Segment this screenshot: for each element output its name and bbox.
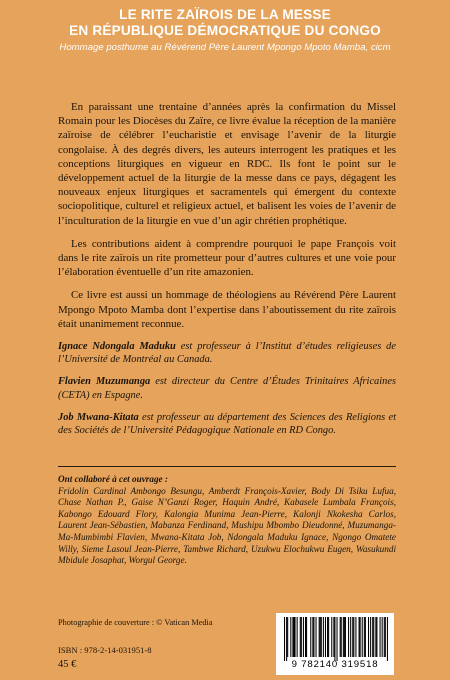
barcode-bar — [327, 617, 328, 657]
author-desc-2: est directeur du Centre d’Études Trinitaires Africaines (CETA) en Espagne. — [58, 376, 396, 401]
barcode-bar — [341, 617, 342, 657]
barcode-bar — [321, 617, 322, 657]
author-bio-3 — [58, 411, 396, 437]
barcode-bar — [333, 617, 334, 657]
barcode-bar — [380, 617, 381, 657]
author-bio-1 — [58, 340, 396, 366]
barcode-bar — [328, 617, 329, 657]
book-title — [0, 7, 450, 38]
author-desc-1: est professeur à l’Institut d’études religieuses de l’Université de Montréal au Canada. — [58, 341, 396, 366]
barcode-bar — [290, 617, 291, 657]
barcode-bar — [305, 617, 306, 657]
barcode — [276, 613, 394, 675]
barcode-bar — [344, 617, 345, 657]
author-name-1: Ignace Ndongala Maduku — [58, 341, 176, 353]
photo-credit: Photographie de couverture : © Vatican Media — [58, 618, 213, 627]
barcode-bar — [353, 617, 354, 657]
barcode-bar — [334, 617, 335, 661]
barcode-bar — [352, 617, 353, 657]
barcode-bar — [387, 617, 388, 661]
barcode-bar — [375, 617, 376, 657]
author-name-2: Flavien Muzumanga — [58, 376, 151, 388]
barcode-bar — [376, 617, 377, 657]
barcode-bar — [372, 617, 373, 657]
blurb-paragraph-1: En paraissant une trentaine d’années après la confirmation du Missel Romain pour les Diocèses du Zaïre, ce livre évalue la réception de la manière zaïroise de célébrer l’eucharistie et envisage l’avenir de la liturgie congolaise. À des degrés divers, les auteurs interrogent les pratiques et les conceptions liturgiques en vigueur en RDC. Ils font le point sur le développement actuel de la liturgie de la messe dans ce pays, dégagent les nouveaux enjeux liturgiques et sacramentels qui émergent du contexte sociopolitique, culturel et religieux actuel, et balisent les voies de l’avenir de l’inculturation de la liturgie en vue d’un agir chrétien prophétique. — [58, 101, 396, 227]
barcode-bar — [350, 617, 351, 657]
barcode-bar — [355, 617, 356, 657]
barcode-bars — [280, 617, 390, 661]
barcode-bar — [364, 617, 365, 657]
barcode-bar — [345, 617, 346, 657]
author-name-3: Job Mwana-Kitata — [58, 411, 139, 423]
barcode-bar — [320, 617, 321, 657]
contributors-heading: Ont collaboré à cet ouvrage : — [58, 474, 168, 484]
barcode-bar — [300, 617, 301, 657]
barcode-bar — [382, 617, 383, 657]
blurb-paragraph-2: Les contributions aident à comprendre pourquoi le pape François voit dans le rite zaïrois un rite prometteur pour d’autres cultures et une voie pour l’élaboration éventuelle d’un rite amazonien. — [58, 237, 396, 279]
barcode-bar — [303, 617, 304, 657]
author-bio-2 — [58, 375, 396, 401]
barcode-bar — [348, 617, 349, 657]
title-line-2: EN RÉPUBLIQUE DÉMOCRATIQUE DU CONGO — [69, 22, 381, 38]
barcode-bar — [284, 617, 285, 661]
barcode-number: 9 782140 319518 — [291, 659, 379, 670]
book-subtitle: Hommage posthume au Révérend Père Laurent Mpongo Mpoto Mamba, cicm — [59, 42, 391, 53]
barcode-bar — [310, 617, 311, 657]
barcode-bar — [301, 617, 302, 657]
title-line-1: LE RITE ZAÏROIS DE LA MESSE — [119, 7, 331, 22]
barcode-bar — [370, 617, 371, 657]
barcode-bar — [286, 617, 287, 661]
barcode-bar — [323, 617, 324, 657]
barcode-bar — [337, 617, 338, 661]
barcode-bar — [312, 617, 313, 657]
barcode-bar — [331, 617, 332, 657]
barcode-bar — [292, 617, 293, 657]
barcode-bar — [313, 617, 314, 657]
price: 45 € — [58, 659, 77, 670]
barcode-bar — [325, 617, 326, 657]
barcode-bar — [295, 617, 296, 657]
barcode-bar — [385, 617, 386, 657]
barcode-bar — [365, 617, 366, 657]
barcode-bar — [373, 617, 374, 657]
barcode-bar — [287, 617, 288, 657]
barcode-bar — [362, 617, 363, 657]
barcode-bar — [368, 617, 369, 657]
author-desc-3: est professeur au département des Sciences des Religions et des Sociétés de l’Université Pédagogique Nationale en RD Congo. — [58, 411, 397, 437]
barcode-bar — [306, 617, 307, 657]
barcode-bar — [297, 617, 298, 657]
barcode-bar — [384, 617, 385, 657]
barcode-bar — [316, 617, 317, 657]
contributors-list: Fridolin Cardinal Ambongo Besungu, Amberdt François-Xavier, Body Di Tsiku Lufua, Chase Nathan P., Gaise N’Ganzi Roger, Haquin André, Kabasele Lumbala François, Kabongo Edouard Flory, Kalongia Munima Jean-Pierre, Kalonji Nkokesha Carlos, Laurent Jean-Sébastien, Mabanza Ferdinand, Mushipu Mbombo Dieudonné, Muzumanga-Ma-Mumbimbi Flavien, Mwana-Kitata Job, Ndongala Maduku Ignace, Ngongo Omatete Willy, Sieme Lasoul Jean-Pierre, Tambwe Richard, Uzukwu Elochukwu Eugen, Wasukundi Mbidule Josaphat, Worgul George. — [58, 485, 396, 566]
barcode-bar — [293, 617, 294, 657]
barcode-bar — [359, 617, 360, 657]
barcode-bar — [360, 617, 361, 657]
isbn: ISBN : 978-2-14-031951-8 — [58, 645, 152, 655]
blurb-paragraph-3: Ce livre est aussi un hommage de théologiens au Révérend Père Laurent Mpongo Mpoto Mamba dont l’expertise dans l’aboutissement du rite zaïrois était unanimement reconnue. — [58, 289, 396, 330]
barcode-bar — [340, 617, 341, 657]
barcode-bar — [343, 617, 344, 657]
barcode-bar — [319, 617, 320, 657]
contributors — [58, 474, 396, 567]
blurb — [58, 100, 396, 446]
divider-line — [58, 466, 396, 467]
